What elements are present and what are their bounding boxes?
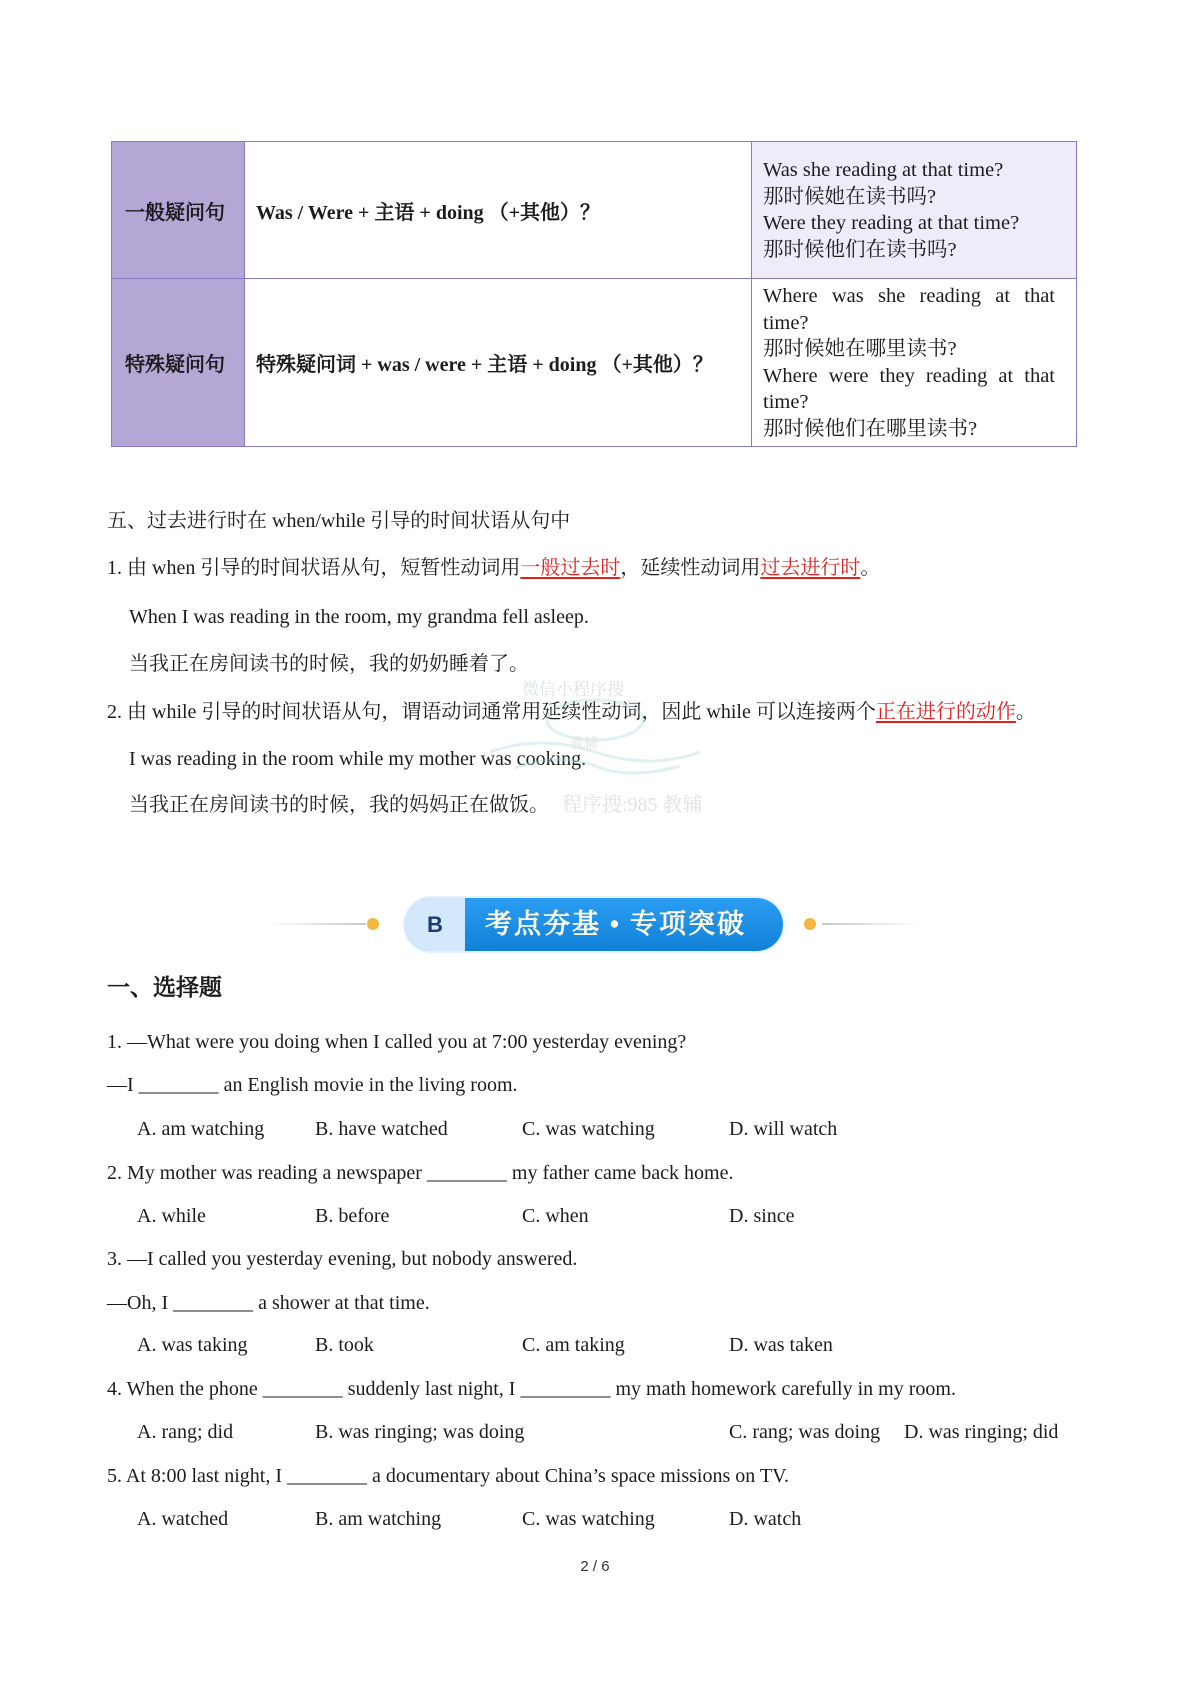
example-line: Was she reading at that time? xyxy=(763,159,1004,181)
banner-letter: B xyxy=(427,911,443,937)
page-number: 2 / 6 xyxy=(580,1558,610,1575)
question-1-stem: 1. —What were you doing when I called you at 7:00 yesterday evening? xyxy=(107,1031,687,1053)
rule-text: 2. 由 while 引导的时间状语从句，谓语动词通常用延续性动词，因此 while 可以连接两个 xyxy=(107,701,876,723)
option-c: C. was watching xyxy=(522,1118,655,1140)
question-1-options xyxy=(0,1115,1190,1143)
option-d: D. since xyxy=(729,1205,795,1227)
option-b: B. took xyxy=(315,1334,374,1356)
option-a: A. watched xyxy=(137,1508,229,1530)
question-form-table xyxy=(111,141,1077,447)
question-3-options xyxy=(0,1331,1190,1359)
question-5-options xyxy=(0,1505,1190,1533)
option-a: A. was taking xyxy=(137,1334,248,1356)
example-line: Were they reading at that time? xyxy=(763,212,1020,234)
example-line: 那时候他们在读书吗? xyxy=(763,238,957,261)
example-line: Where were they reading at that time? xyxy=(763,364,1055,413)
highlight-term: 一般过去时 xyxy=(520,557,621,579)
highlight-term: 正在进行的动作 xyxy=(875,701,1016,723)
examples-cell xyxy=(752,279,1077,447)
structure-cell: 特殊疑问词 + was / were + 主语 + doing （+其他）？ xyxy=(245,279,752,447)
question-2-options xyxy=(0,1202,1190,1230)
rule-text: ，延续性动词用 xyxy=(620,557,761,579)
question-4-stem: 4. When the phone ________ suddenly last night, I _________ my math homework carefully in my room. xyxy=(107,1378,956,1400)
option-a: A. am watching xyxy=(137,1118,265,1140)
banner-rule-right xyxy=(822,923,922,925)
exercise-heading: 一、选择题 xyxy=(107,975,222,1000)
option-a: A. while xyxy=(137,1205,206,1227)
section-banner xyxy=(405,898,783,951)
rule-item-1 xyxy=(107,554,880,582)
example-english: I was reading in the room while my mother was cooking. xyxy=(129,748,587,770)
example-line: 那时候他们在哪里读书? xyxy=(763,417,978,440)
option-c: C. was watching xyxy=(522,1508,655,1530)
example-english: When I was reading in the room, my grandma fell asleep. xyxy=(129,606,589,628)
example-line: 那时候她在哪里读书? xyxy=(763,338,957,360)
examples-cell xyxy=(752,142,1077,279)
option-c: C. am taking xyxy=(522,1334,625,1356)
question-2-stem: 2. My mother was reading a newspaper ________ my father came back home. xyxy=(107,1162,734,1184)
option-d: D. was ringing; did xyxy=(904,1421,1059,1443)
rule-text: 1. 由 when 引导的时间状语从句，短暂性动词用 xyxy=(107,557,521,579)
question-4-options xyxy=(0,1418,1190,1446)
watermark-text: 程序搜:985 教辅 xyxy=(562,794,703,816)
banner-dot-right xyxy=(804,918,816,930)
section-title: 五、过去进行时在 when/while 引导的时间状语从句中 xyxy=(107,510,571,532)
table-row xyxy=(112,142,1077,279)
option-b: B. have watched xyxy=(315,1118,448,1140)
option-b: B. before xyxy=(315,1205,390,1227)
option-b: B. am watching xyxy=(315,1508,442,1530)
question-type-cell: 特殊疑问句 xyxy=(112,279,245,447)
banner-dot-left xyxy=(367,918,379,930)
option-c: C. rang; was doing xyxy=(729,1421,881,1443)
banner-rule-left xyxy=(266,923,366,925)
example-line: 那时候她在读书吗? xyxy=(763,185,937,208)
question-3-stem: 3. —I called you yesterday evening, but nobody answered. xyxy=(107,1248,578,1270)
question-1-reply: —I ________ an English movie in the living room. xyxy=(107,1074,518,1096)
question-type-cell: 一般疑问句 xyxy=(112,142,245,279)
watermark-text: 微信小程序搜 xyxy=(522,680,624,699)
example-chinese: 当我正在房间读书的时候，我的妈妈正在做饭。 xyxy=(129,794,549,816)
example-line: Where was she reading at that time? xyxy=(763,285,1055,334)
question-3-reply: —Oh, I ________ a shower at that time. xyxy=(107,1292,430,1314)
option-d: D. watch xyxy=(729,1508,802,1530)
option-b: B. was ringing; was doing xyxy=(315,1421,525,1443)
option-d: D. was taken xyxy=(729,1334,833,1356)
structure-cell: Was / Were + 主语 + doing （+其他）？ xyxy=(245,142,752,279)
option-d: D. will watch xyxy=(729,1118,838,1140)
rule-text: 。 xyxy=(860,557,881,579)
watermark-text: 教辅 xyxy=(570,737,598,752)
banner-letter-badge xyxy=(405,898,465,951)
table-row xyxy=(112,279,1077,447)
highlight-term: 过去进行时 xyxy=(760,557,861,579)
banner-title: 考点夯基 • 专项突破 xyxy=(485,909,746,939)
option-c: C. when xyxy=(522,1205,589,1227)
example-chinese: 当我正在房间读书的时候，我的奶奶睡着了。 xyxy=(129,653,529,675)
rule-text: 。 xyxy=(1015,701,1036,723)
question-5-stem: 5. At 8:00 last night, I ________ a documentary about China’s space missions on TV. xyxy=(107,1465,789,1487)
option-a: A. rang; did xyxy=(137,1421,234,1443)
